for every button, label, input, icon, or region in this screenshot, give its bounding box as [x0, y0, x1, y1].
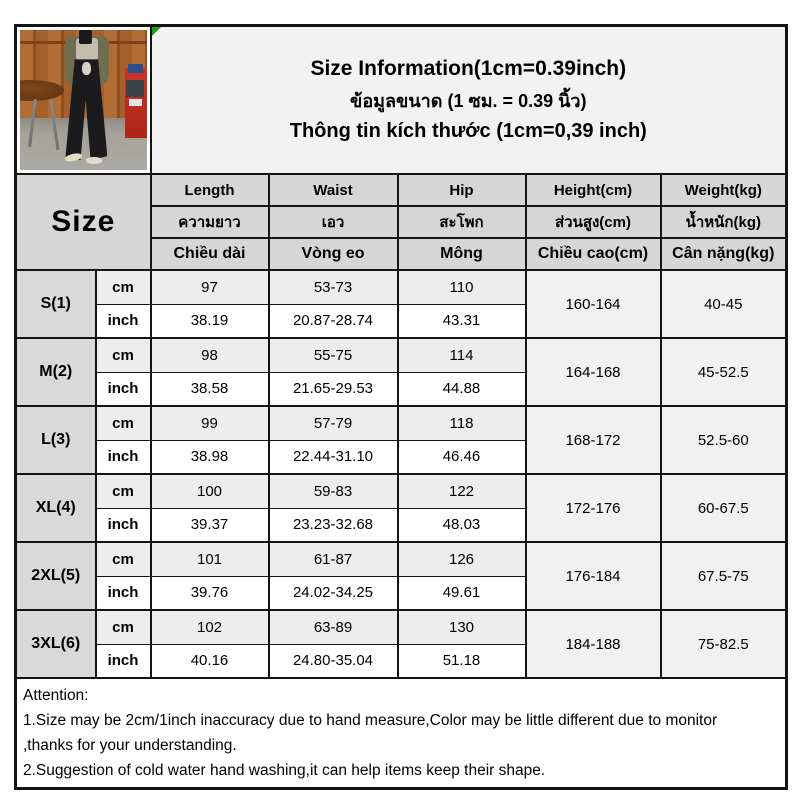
- cell-length-cm: 97: [151, 270, 269, 304]
- photo-red-cabinet: [125, 68, 147, 138]
- cell-waist-inch: 24.80-35.04: [269, 644, 398, 678]
- size-row-label: 3XL(6): [16, 610, 96, 678]
- header-height-th: ส่วนสูง(cm): [526, 206, 661, 238]
- cell-hip-cm: 130: [398, 610, 526, 644]
- cell-waist-inch: 20.87-28.74: [269, 304, 398, 338]
- cell-hip-inch: 44.88: [398, 372, 526, 406]
- cell-height: 184-188: [526, 610, 661, 678]
- title-cell: [151, 26, 787, 175]
- cell-height: 172-176: [526, 474, 661, 542]
- photo-pants-drawstring: [82, 62, 91, 75]
- title-vietnamese: Thông tin kích thước (1cm=0,39 inch): [289, 120, 647, 142]
- size-row-label: S(1): [16, 270, 96, 338]
- cell-waist-cm: 61-87: [269, 542, 398, 576]
- cell-length-inch: 39.76: [151, 576, 269, 610]
- unit-inch: inch: [96, 372, 151, 406]
- cell-length-cm: 102: [151, 610, 269, 644]
- cell-hip-cm: 126: [398, 542, 526, 576]
- cell-hip-inch: 43.31: [398, 304, 526, 338]
- size-chart-table: [14, 24, 788, 790]
- unit-cm: cm: [96, 610, 151, 644]
- attention-heading: Attention:: [23, 687, 89, 704]
- unit-inch: inch: [96, 576, 151, 610]
- cell-length-cm: 99: [151, 406, 269, 440]
- cell-waist-cm: 63-89: [269, 610, 398, 644]
- header-height-vi: Chiều cao(cm): [526, 238, 661, 270]
- size-row-label: L(3): [16, 406, 96, 474]
- photo-blue-box: [128, 64, 143, 74]
- cell-length-cm: 98: [151, 338, 269, 372]
- photo-model-phone: [79, 30, 92, 44]
- cell-weight: 60-67.5: [661, 474, 787, 542]
- cell-hip-inch: 49.61: [398, 576, 526, 610]
- product-photo: [20, 30, 147, 170]
- header-hip-vi: Mông: [398, 238, 526, 270]
- cell-height: 168-172: [526, 406, 661, 474]
- cell-hip-inch: 48.03: [398, 508, 526, 542]
- title-english: Size Information(1cm=0.39inch): [310, 57, 627, 80]
- header-weight-vi: Cân nặng(kg): [661, 238, 787, 270]
- unit-inch: inch: [96, 508, 151, 542]
- header-waist-en: Waist: [269, 174, 398, 206]
- unit-cm: cm: [96, 406, 151, 440]
- cell-hip-cm: 118: [398, 406, 526, 440]
- unit-cm: cm: [96, 338, 151, 372]
- cell-waist-cm: 53-73: [269, 270, 398, 304]
- attention-note: [16, 678, 787, 789]
- attention-line-2: ,thanks for your understanding.: [23, 737, 237, 755]
- green-corner-triangle-icon: [152, 27, 161, 36]
- cell-hip-cm: 114: [398, 338, 526, 372]
- cell-waist-cm: 59-83: [269, 474, 398, 508]
- size-row-label: 2XL(5): [16, 542, 96, 610]
- photo-monitor: [126, 80, 144, 97]
- cell-weight: 75-82.5: [661, 610, 787, 678]
- unit-inch: inch: [96, 440, 151, 474]
- cell-length-cm: 101: [151, 542, 269, 576]
- cell-height: 164-168: [526, 338, 661, 406]
- cell-hip-cm: 110: [398, 270, 526, 304]
- cell-length-cm: 100: [151, 474, 269, 508]
- header-length-en: Length: [151, 174, 269, 206]
- cell-waist-cm: 55-75: [269, 338, 398, 372]
- cell-length-inch: 40.16: [151, 644, 269, 678]
- size-row-label: M(2): [16, 338, 96, 406]
- cell-hip-inch: 46.46: [398, 440, 526, 474]
- unit-inch: inch: [96, 304, 151, 338]
- product-photo-cell: [16, 26, 151, 175]
- unit-cm: cm: [96, 474, 151, 508]
- cell-waist-inch: 21.65-29.53: [269, 372, 398, 406]
- cell-length-inch: 39.37: [151, 508, 269, 542]
- size-row-label: XL(4): [16, 474, 96, 542]
- cell-hip-cm: 122: [398, 474, 526, 508]
- attention-line-3: 2.Suggestion of cold water hand washing,it can help items keep their shape.: [23, 762, 546, 780]
- cell-height: 176-184: [526, 542, 661, 610]
- header-weight-en: Weight(kg): [661, 174, 787, 206]
- cell-waist-inch: 22.44-31.10: [269, 440, 398, 474]
- size-header: Size: [16, 174, 151, 270]
- cell-height: 160-164: [526, 270, 661, 338]
- cell-weight: 52.5-60: [661, 406, 787, 474]
- unit-inch: inch: [96, 644, 151, 678]
- cell-length-inch: 38.98: [151, 440, 269, 474]
- cell-length-inch: 38.58: [151, 372, 269, 406]
- header-waist-vi: Vòng eo: [269, 238, 398, 270]
- header-hip-th: สะโพก: [398, 206, 526, 238]
- size-chart-sheet: [14, 24, 788, 790]
- cell-weight: 67.5-75: [661, 542, 787, 610]
- cell-waist-cm: 57-79: [269, 406, 398, 440]
- unit-cm: cm: [96, 270, 151, 304]
- header-height-en: Height(cm): [526, 174, 661, 206]
- header-length-th: ความยาว: [151, 206, 269, 238]
- cell-weight: 45-52.5: [661, 338, 787, 406]
- unit-cm: cm: [96, 542, 151, 576]
- cell-length-inch: 38.19: [151, 304, 269, 338]
- header-waist-th: เอว: [269, 206, 398, 238]
- title-block: [152, 57, 786, 143]
- header-length-vi: Chiều dài: [151, 238, 269, 270]
- cell-hip-inch: 51.18: [398, 644, 526, 678]
- cell-waist-inch: 24.02-34.25: [269, 576, 398, 610]
- header-hip-en: Hip: [398, 174, 526, 206]
- cell-weight: 40-45: [661, 270, 787, 338]
- cell-waist-inch: 23.23-32.68: [269, 508, 398, 542]
- title-thai: ข้อมูลขนาด (1 ซม. = 0.39 นิ้ว): [350, 91, 587, 111]
- attention-line-1: 1.Size may be 2cm/1inch inaccuracy due to hand measure,Color may be little different due to monitor: [23, 712, 718, 730]
- photo-cabinet-detail: [129, 99, 142, 106]
- header-weight-th: น้ำหนัก(kg): [661, 206, 787, 238]
